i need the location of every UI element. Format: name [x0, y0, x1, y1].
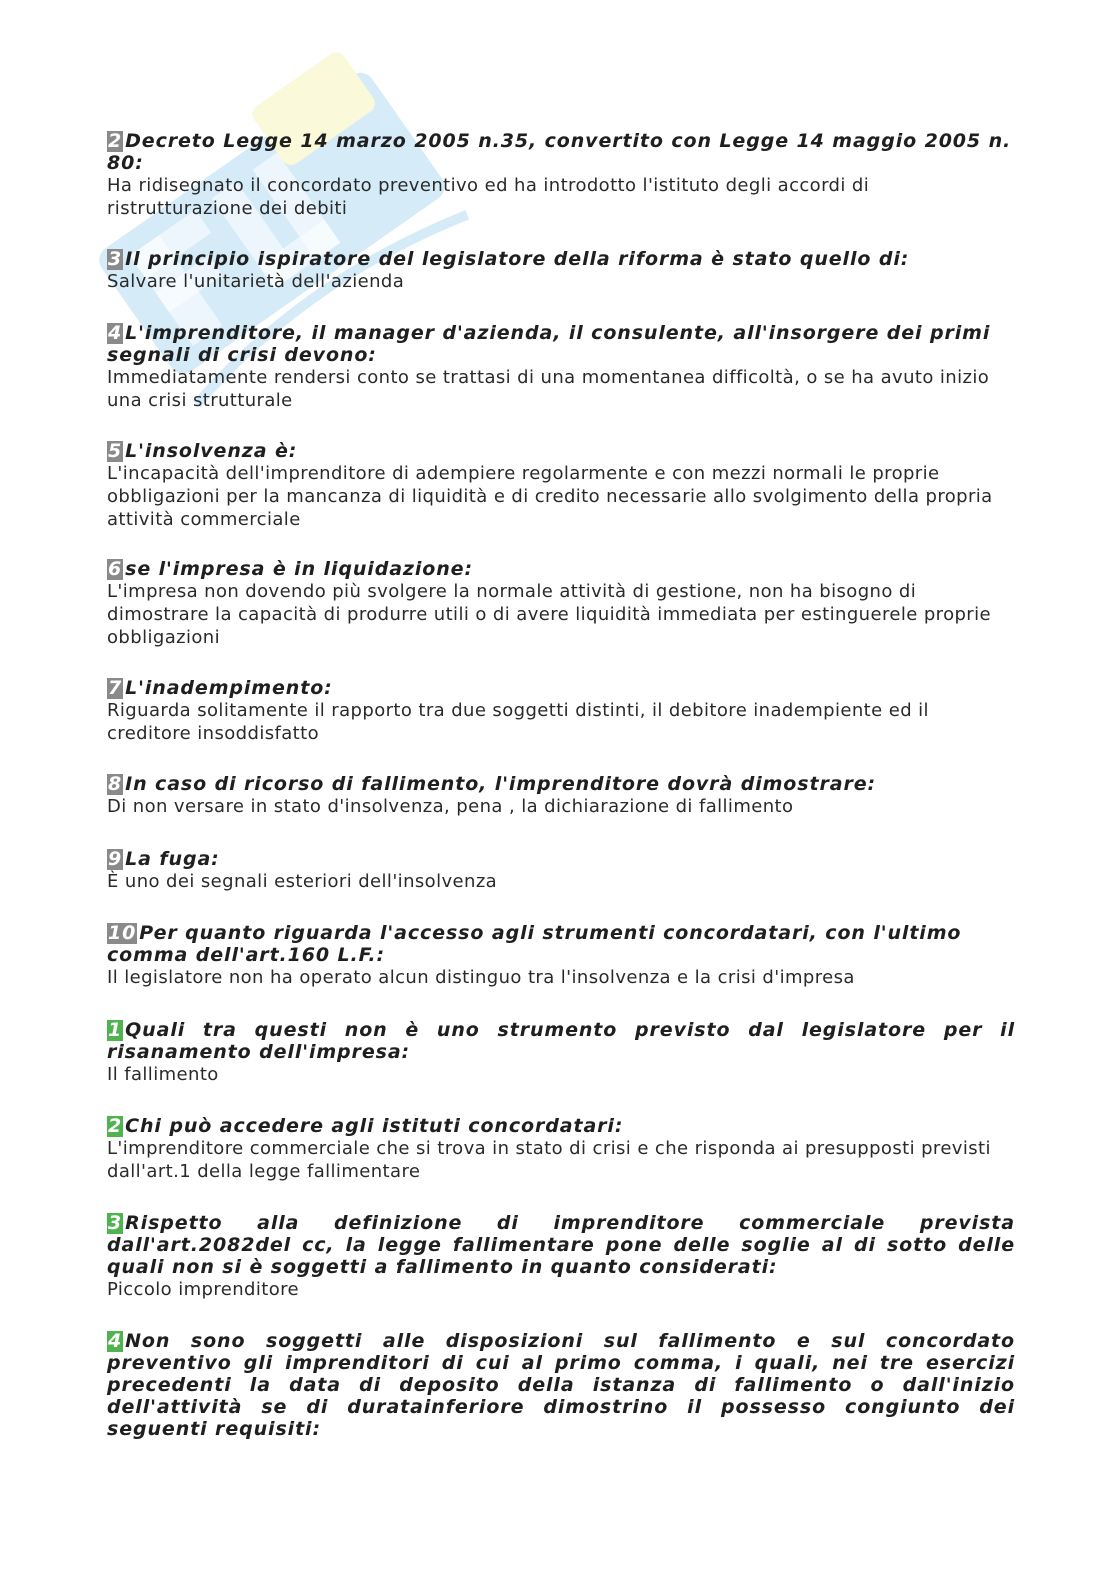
qa-item	[107, 1330, 1015, 1440]
qa-item	[107, 773, 1015, 818]
question-text: Non sono soggetti alle disposizioni sul fallimento e sul concordato preventivo gli imprenditori di cui al primo comma, i quali, nei tre esercizi precedenti la data di deposito della istanza di fallimento o dall'inizio dell'attività se di duratainferiore dimostrino il possesso congiunto dei seguenti requisiti:	[107, 1330, 1015, 1440]
question	[107, 677, 1015, 699]
question	[107, 1212, 1015, 1278]
question-number-badge: 10	[108, 922, 137, 944]
question	[107, 558, 1015, 580]
qa-item	[107, 440, 1015, 531]
question-number-badge: 2	[108, 1115, 123, 1137]
question-number-badge: 2	[108, 130, 123, 152]
question-text: L'inadempimento:	[125, 677, 333, 699]
qa-item	[107, 1212, 1015, 1301]
question-number-badge: 6	[108, 558, 123, 580]
question-text: Quali tra questi non è uno strumento previsto dal legislatore per il risanamento dell'impresa:	[107, 1019, 1015, 1063]
answer: Piccolo imprenditore	[107, 1279, 300, 1300]
question-number-badge: 9	[108, 848, 123, 870]
question-number-badge: 3	[108, 1212, 123, 1234]
answer: Il legislatore non ha operato alcun distinguo tra l'insolvenza e la crisi d'impresa	[107, 967, 855, 988]
question-text: Decreto Legge 14 marzo 2005 n.35, convertito con Legge 14 maggio 2005 n. 80:	[107, 130, 1012, 174]
question	[107, 773, 1015, 795]
question-text: Per quanto riguarda l'accesso agli strumenti concordatari, con l'ultimo comma dell'art.160 L.F.:	[107, 922, 962, 966]
question-text: Rispetto alla definizione di imprenditore commerciale prevista dall'art.2082del cc, la legge fallimentare pone delle soglie al di sotto delle quali non si è soggetti a fallimento in quanto considerati:	[107, 1212, 1015, 1278]
qa-item	[107, 677, 1015, 745]
answer: Il fallimento	[107, 1064, 219, 1085]
question	[107, 1019, 1015, 1063]
answer: L'imprenditore commerciale che si trova in stato di crisi e che risponda ai presupposti previsti dall'art.1 della legge fallimentare	[107, 1138, 991, 1182]
answer: È uno dei segnali esteriori dell'insolvenza	[107, 871, 498, 892]
question	[107, 1330, 1015, 1440]
answer: L'impresa non dovendo più svolgere la normale attività di gestione, non ha bisogno di dimostrare la capacità di produrre utili o di avere liquidità immediata per estinguerele proprie obbligazioni	[107, 581, 991, 648]
question-number-badge: 8	[108, 773, 123, 795]
question	[107, 130, 1015, 174]
qa-item	[107, 848, 1015, 893]
question	[107, 440, 1015, 462]
question	[107, 922, 1015, 966]
question	[107, 322, 1015, 366]
answer: L'incapacità dell'imprenditore di adempiere regolarmente e con mezzi normali le proprie obbligazioni per la mancanza di liquidità e di credito necessarie allo svolgimento della propria attività commerciale	[107, 463, 993, 530]
question-number-badge: 4	[108, 1330, 123, 1352]
qa-item	[107, 922, 1015, 989]
answer: Salvare l'unitarietà dell'azienda	[107, 271, 405, 292]
answer: Riguarda solitamente il rapporto tra due soggetti distinti, il debitore inadempiente ed il creditore insoddisfatto	[107, 700, 929, 744]
question-number-badge: 4	[108, 322, 123, 344]
answer: Ha ridisegnato il concordato preventivo ed ha introdotto l'istituto degli accordi di ristrutturazione dei debiti	[107, 175, 870, 219]
qa-item	[107, 130, 1015, 220]
question	[107, 848, 1015, 870]
qa-item	[107, 1115, 1015, 1183]
document-body	[107, 130, 1015, 1440]
qa-item	[107, 558, 1015, 649]
qa-item	[107, 322, 1015, 412]
question-number-badge: 1	[108, 1019, 123, 1041]
qa-item	[107, 248, 1015, 293]
question-text: Chi può accedere agli istituti concordatari:	[125, 1115, 624, 1137]
question-text: Il principio ispiratore del legislatore della riforma è stato quello di:	[125, 248, 910, 270]
question-text: In caso di ricorso di fallimento, l'imprenditore dovrà dimostrare:	[125, 773, 876, 795]
qa-item	[107, 1019, 1015, 1086]
question	[107, 248, 1015, 270]
question-number-badge: 7	[108, 677, 123, 699]
question-number-badge: 3	[108, 248, 123, 270]
question-text: se l'impresa è in liquidazione:	[125, 558, 473, 580]
question	[107, 1115, 1015, 1137]
question-number-badge: 5	[108, 440, 123, 462]
answer: Di non versare in stato d'insolvenza, pena , la dichiarazione di fallimento	[107, 796, 794, 817]
question-text: La fuga:	[125, 848, 220, 870]
question-text: L'insolvenza è:	[125, 440, 298, 462]
question-text: L'imprenditore, il manager d'azienda, il consulente, all'insorgere dei primi segnali di crisi devono:	[107, 322, 991, 366]
answer: Immediatamente rendersi conto se trattasi di una momentanea difficoltà, o se ha avuto inizio una crisi strutturale	[107, 367, 990, 411]
